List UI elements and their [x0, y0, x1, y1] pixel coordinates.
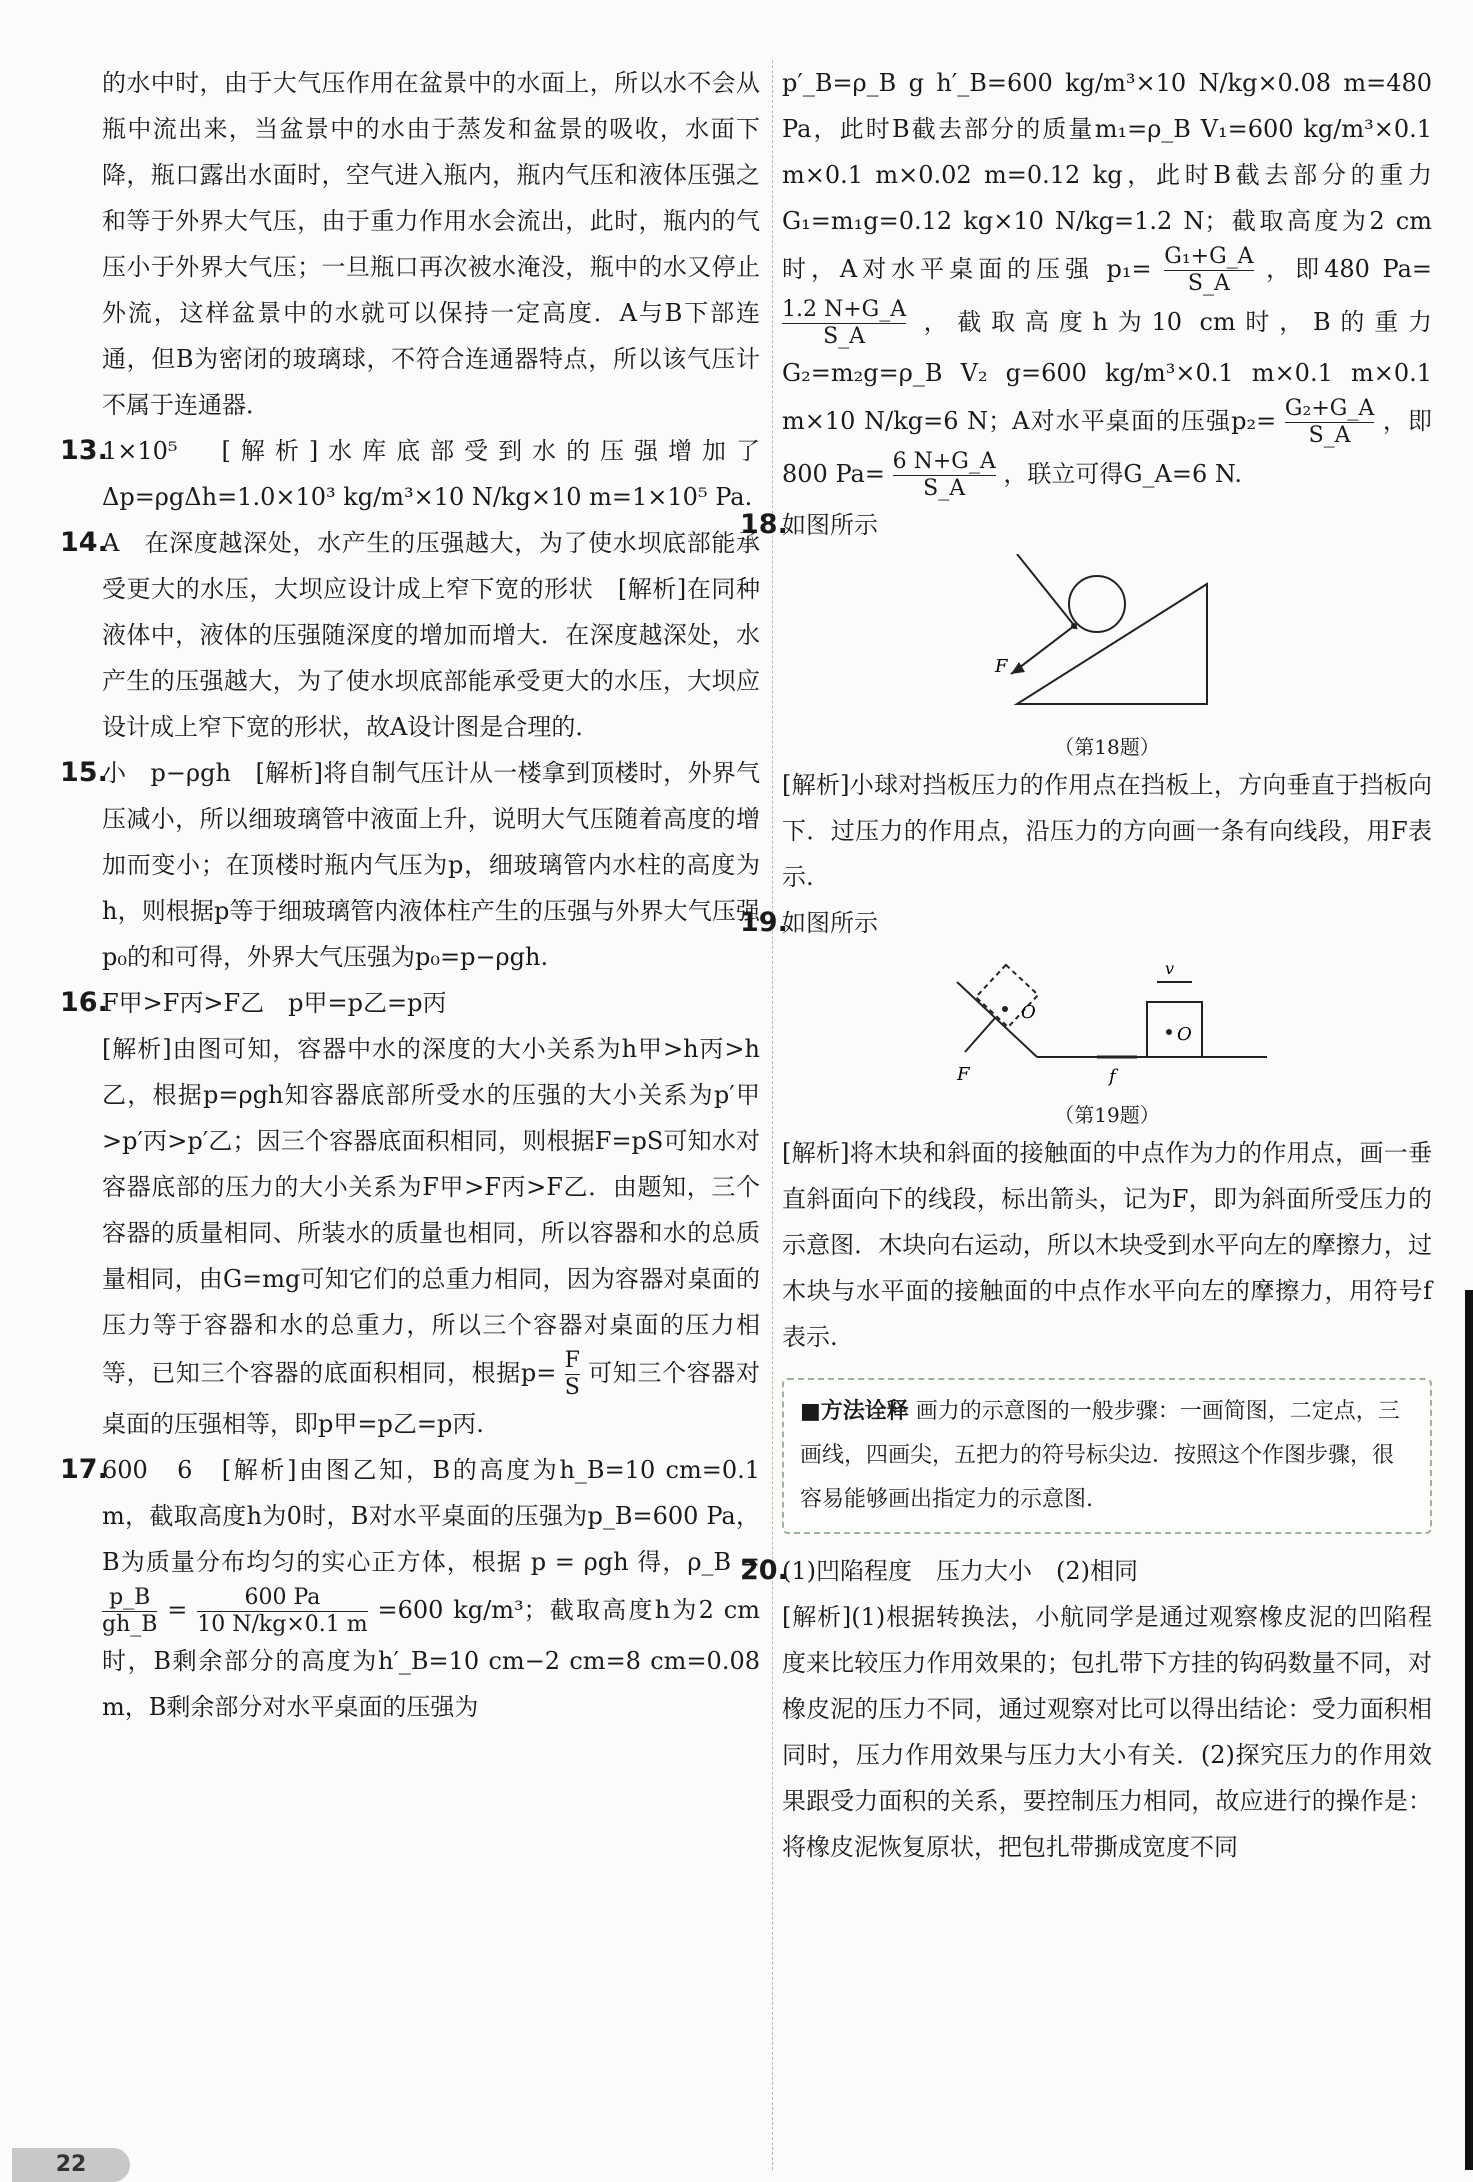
fraction-numerator: 600 Pa: [244, 1585, 321, 1610]
analysis-text: [解析]小球对挡板压力的作用点在挡板上，方向垂直于挡板向下．过压力的作用点，沿压力的方向画一条有向线段，用F表示.: [782, 771, 1432, 891]
analysis-part-b: 可知三个容器对桌面的压强相等，即p甲=p乙=p丙.: [102, 1359, 761, 1438]
figure-caption: （第18题）: [1054, 735, 1160, 759]
question-number: 18.: [740, 509, 788, 540]
question-title: 如图所示: [782, 909, 878, 937]
analysis-text: [解析](1)根据转换法，小航同学是通过观察橡皮泥的凹陷程度来比较压力作用效果的；包扎带下方挂的钩码数量不同，对橡皮泥的压力不同，通过观察对比可以得出结论：受力面积相同时，压力作用效果与压力大小有关．(2)探究压力的作用效果跟受力面积的关系，要控制压力相同，故应进行的操作是：将橡皮泥恢复原状，把包扎带撕成宽度不同: [782, 1603, 1432, 1861]
label-O1: O: [1021, 1002, 1036, 1023]
fraction-denominator: S_A: [1285, 422, 1374, 449]
q17-continued: [782, 60, 1432, 502]
analysis-part-c: =600 kg/m³；截取高度h为2 cm时，B剩余部分的高度为h′_B=10 cm−2 cm=8 cm=0.08 m，B剩余部分对水平桌面的压强为: [102, 1596, 760, 1721]
baffle-line: [1017, 554, 1077, 629]
q17-part-b: ，即480 Pa=: [1266, 255, 1432, 283]
pressure-arrow: [965, 1018, 995, 1052]
fraction-numerator: 1.2 N+G_A: [782, 297, 907, 322]
question-15: [60, 750, 760, 980]
analysis-part-a: 600 6 [解析]由图乙知，B的高度为h_B=10 cm=0.1 m，截取高度h为0时，B对水平桌面的压强为p_B=600 Pa，B为质量分布均匀的实心正方体，根据 p = ρgh 得，ρ_B =: [102, 1456, 760, 1576]
figure-18-incline-ball: [987, 554, 1227, 724]
fraction-800: [893, 449, 996, 502]
label-f: f: [1109, 1066, 1116, 1087]
right-column: [740, 60, 1432, 1870]
answer-line: (1)凹陷程度 压力大小 (2)相同: [782, 1557, 1138, 1585]
analysis-text: [解析]将木块和斜面的接触面的中点作为力的作用点，画一垂直斜面向下的线段，标出箭头，记为F，即为斜面所受压力的示意图．木块向右运动，所以木块受到水平向左的摩擦力，过木块与水平面的接触面的中点作水平向左的摩擦力，用符号f表示.: [782, 1139, 1432, 1351]
fraction-600pa: [197, 1585, 367, 1638]
question-17: [60, 1447, 760, 1730]
fraction-numerator: G₁+G_A: [1164, 244, 1254, 269]
fraction-numerator: 6 N+G_A: [892, 449, 996, 474]
question-title: 如图所示: [782, 511, 878, 539]
question-number: 14.: [60, 527, 108, 558]
fraction-F-over-S: [565, 1348, 580, 1401]
label-F: F: [957, 1064, 970, 1085]
question-number: 16.: [60, 987, 108, 1018]
page-edge-shadow: [1465, 1290, 1473, 2170]
figure-19-blocks: [937, 952, 1277, 1092]
q17-part-a: p′_B=ρ_B g h′_B=600 kg/m³×10 N/kg×0.08 m=480 Pa，此时B截去部分的质量m₁=ρ_B V₁=600 kg/m³×0.1 m×0.1 m×0.02 m=0.12 kg，此时B截去部分的重力G₁=m₁g=0.12 kg×10 N/kg=1.2 N；截取高度为2 cm时，A对水平桌面的压强 p₁=: [782, 69, 1432, 283]
fraction-denominator: gh_B: [102, 1612, 158, 1637]
fraction-denominator: S_A: [1164, 270, 1253, 297]
question-14: [60, 520, 760, 750]
fraction-numerator: p_B: [109, 1585, 151, 1610]
page-number: 22: [12, 2148, 130, 2182]
question-number: 13.: [60, 435, 108, 466]
fraction-denominator: S_A: [782, 323, 906, 350]
answer-line: F甲>F丙>F乙 p甲=p乙=p丙: [102, 989, 447, 1017]
fraction-p2: [1285, 396, 1374, 449]
answer-text: 1×10⁵ [解析]水库底部受到水的压强增加了Δp=ρgΔh=1.0×10³ kg/m³×10 N/kg×10 m=1×10⁵ Pa.: [102, 437, 760, 511]
label-O2: O: [1177, 1024, 1192, 1045]
analysis-text: [102, 1447, 760, 1730]
question-number: 15.: [60, 757, 108, 788]
analysis-text: [102, 1026, 760, 1447]
answer-text: 小 p−ρgh [解析]将自制气压计从一楼拿到顶楼时，外界气压减小，所以细玻璃管中液面上升，说明大气压随着高度的增加而变小；在顶楼时瓶内气压为p，细玻璃管内水柱的高度为h，则根据p等于细玻璃管内液体柱产生的压强与外界大气压强p₀的和可得，外界大气压强为p₀=p−ρgh.: [102, 759, 760, 971]
fraction-pB-over-ghB: [102, 1585, 157, 1638]
question-20: [740, 1548, 1432, 1870]
fraction-p1: [1164, 244, 1253, 297]
answer-text: A 在深度越深处，水产生的压强越大，为了使水坝底部能承受更大的水压，大坝应设计成上窄下宽的形状 [解析]在同种液体中，液体的压强随深度的增加而增大．在深度越深处，水产生的压强越大，为了使水坝底部能承受更大的水压，大坝应设计成上窄下宽的形状，故A设计图是合理的．: [102, 529, 760, 741]
label-v: v: [1165, 959, 1175, 978]
column-divider: [772, 60, 773, 2170]
fraction-numerator: F: [564, 1348, 580, 1373]
question-19: [740, 900, 1432, 1360]
question-16: [60, 980, 761, 1447]
block-center: [1166, 1029, 1172, 1035]
analysis-part-b: =: [167, 1596, 188, 1624]
q17-part-e: ，联立可得G_A=6 N.: [1003, 460, 1242, 488]
fraction-480: [782, 297, 906, 350]
label-F: F: [995, 656, 1008, 677]
method-text: 画力的示意图的一般步骤：一画简图，二定点，三画线，四画尖，五把力的符号标尖边．按照这个作图步骤，很容易能够画出指定力的示意图.: [800, 1399, 1400, 1512]
incline-triangle: [1017, 584, 1207, 704]
q17-part-c: ，截取高度h为10 cm时，B的重力G₂=m₂g=ρ_B V₂ g=600 kg/m³×0.1 m×0.1 m×0.1 m×10 N/kg=6 N；A对水平桌面的压强p₂=: [782, 308, 1432, 435]
fraction-denominator: S_A: [893, 475, 996, 502]
question-13: [60, 428, 760, 520]
question-number: 17.: [60, 1454, 108, 1485]
fraction-numerator: G₂+G_A: [1284, 396, 1375, 421]
figure-caption: （第19题）: [1054, 1103, 1160, 1127]
ball-circle: [1069, 576, 1125, 632]
method-box: [782, 1378, 1432, 1534]
intro-paragraph: 的水中时，由于大气压作用在盆景中的水面上，所以水不会从瓶中流出来，当盆景中的水由于蒸发和盆景的吸收，水面下降，瓶口露出水面时，空气进入瓶内，瓶内气压和液体压强之和等于外界大气压，由于重力作用水会流出，此时，瓶内的气压小于外界大气压；一旦瓶口再次被水淹没，瓶中的水又停止外流，这样盆景中的水就可以保持一定高度．A与B下部连通，但B为密闭的玻璃球，不符合连通器特点，所以该气压计不属于连通器．: [102, 69, 760, 419]
left-column: [60, 60, 761, 1730]
fraction-denominator: 10 N/kg×0.1 m: [197, 1612, 368, 1637]
block-on-floor: [1147, 1002, 1202, 1057]
q17-part-d: ，即800 Pa=: [782, 407, 1432, 488]
question-18: [740, 502, 1432, 900]
contact-point: [1002, 1006, 1008, 1012]
question-number: 20.: [740, 1555, 788, 1586]
fraction-denominator: S: [564, 1375, 580, 1400]
method-tag: ■方法诠释: [800, 1399, 909, 1424]
analysis-part-a: [解析]由图可知，容器中水的深度的大小关系为h甲>h丙>h乙，根据p=ρgh知容器底部所受水的压强的大小关系为p′甲>p′丙>p′乙；因三个容器底面积相同，则根据F=pS可知水对容器底部的压力的大小关系为F甲>F丙>F乙．由题知，三个容器的质量相同、所装水的质量也相同，所以容器和水的总质量相同，由G=mg可知它们的总重力相同，因为容器对桌面的压力等于容器和水的总重力，所以三个容器对桌面的压力相等，已知三个容器的底面积相同，根据p=: [102, 1035, 760, 1387]
question-number: 19.: [740, 907, 788, 938]
